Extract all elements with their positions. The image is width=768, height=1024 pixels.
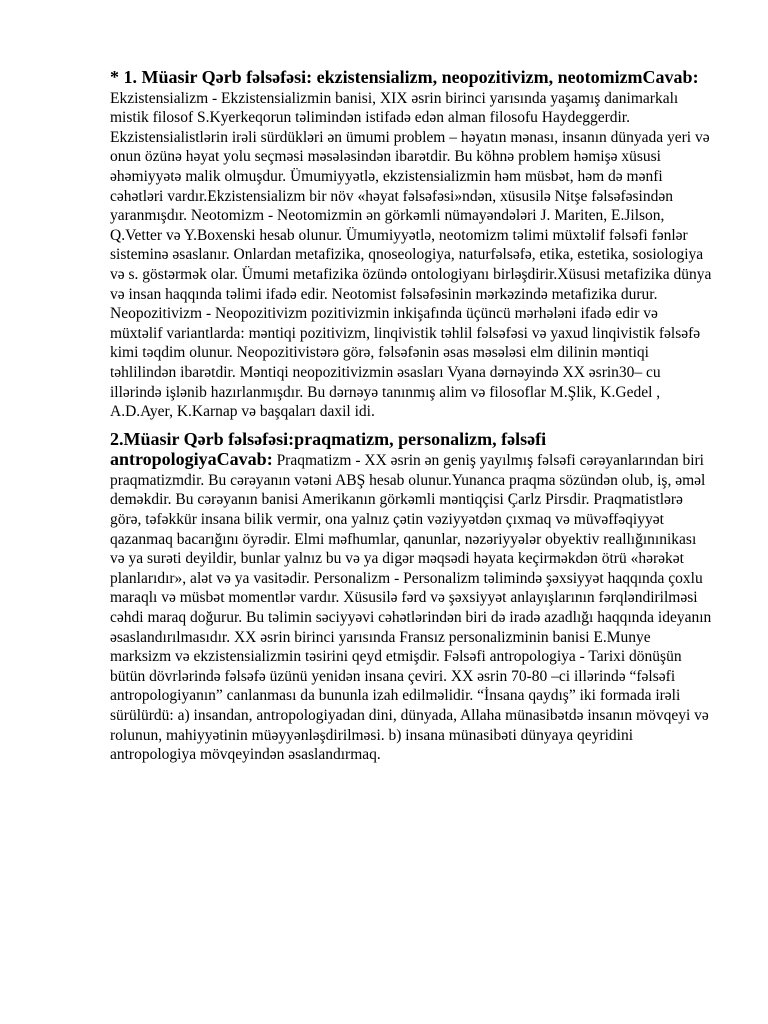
document-page (110, 68, 712, 765)
question-2-answer: Praqmatizm - XX əsrin ən geniş yayılmış fəlsəfi cərəyanlarından biri praqmatizmdir. Bu cərəyanın vətəni ABŞ hesab olunur.Yunanca praqma sözündən olub, iş, əməl deməkdir. Bu cərəyanın banisi Amerikanın görkəmli məntiqçisi Çarlz Pirsdir. Praqmatistlərə görə, təfəkkür insana bilik vermir, ona yalnız çətin vəziyyətdən çıxmaq və müvəffəqiyyət qazanmaq bacarığını öyrədir. Elmi məfhumlar, qanunlar, nəzəriyyələr obyektiv reallığınınikası və ya surəti deyildir, bunlar yalnız bu və ya digər məqsədi həyata keçirməkdən ötrü «hərəkət planlarıdır», alət və ya vasitədir. Personalizm - Personalizm təlimində şəxsiyyət haqqında çoxlu maraqlı və müsbət momentlər vardır. Xüsusilə fərd və şəxsiyyət anlayışlarının fərqləndirilməsi cəhdi maraq doğurur. Bu təlimin səciyyəvi cəhətlərindən biri də iradə azadlığı haqqında ideyanın əsaslandırılmasıdır. XX əsrin birinci yarısında Fransız personalizminin banisi E.Munye marksizm və ekzistensializmin təsirini qeyd etmişdir. Fəlsəfi antropologiya - Tarixi dönüşün bütün dövrlərində fəlsəfə üzünü yenidən insana çeviri. XX əsrin 70-80 –ci illərində “fəlsəfi antropologiyanın” canlanması da bununla izah edilməlidir. “İnsana qaydış” iki formada irəli sürülürdü: a) insandan, antropologiyadan dini, dünyada, Allaha münasibətdə insanın mövqeyi və rolunun, mahiyyətinin müəyyənləşdirilməsi. b) insana münasibəti dünyaya qeyridini antropologiya mövqeyindən əsaslandırmaq. (110, 452, 712, 764)
question-2-title: 2.Müasir Qərb fəlsəfəsi:praqmatizm, personalizm, fəlsəfi antropologiyaCavab: (110, 428, 547, 470)
question-1 (110, 68, 712, 422)
question-2 (110, 430, 712, 765)
question-1-answer: Ekzistensializm - Ekzistensializmin banisi, XIX əsrin birinci yarısında yaşamış danimarkalı mistik filosof S.Kyerkeqorun təlimindən istifadə edən alman filosofu Haydeggerdir. Ekzistensialistlərin irəli sürdükləri ən ümumi problem – həyatın mənası, insanın dünyada yeri və onun özünə həyat yolu seçməsi məsələsindən ibarətdir. Bu köhnə problem həmişə xüsusi əhəmiyyətə malik olmuşdur. Ümumiyyətlə, ekzistensializmin həm müsbət, həm də mənfi cəhətləri vardır.Ekzistensializm bir növ «həyat fəlsəfəsi»ndən, xüsusilə Nitşe fəlsəfəsindən yaranmışdır. Neotomizm - Neotomizmin ən görkəmli nümayəndələri J. Mariten, E.Jilson, Q.Vetter və Y.Boxenski hesab olunur. Ümumiyyətlə, neotomizm təlimi müxtəlif fəlsəfi fənlər sisteminə əsaslanır. Onlardan metafizika, qnoseologiya, naturfəlsəfə, etika, estetika, sosiologiya və s. göstərmək olar. Ümumi metafizika özündə ontologiyanı birləşdirir.Xüsusi metafizika dünya və insan haqqında təlimi ifadə edir. Neotomist fəlsəfəsinin mərkəzində metafizika durur. Neopozitivizm - Neopozitivizm pozitivizmin inkişafında üçüncü mərhələni ifadə edir və müxtəlif variantlarda: məntiqi pozitivizm, linqivistik təhlil fəlsəfəsi və yaxud linqivistik fəlsəfə kimi təqdim olunur. Neopozitivistərə görə, fəlsəfənin əsas məsələsi elm dilinin məntiqi təhlilindən ibarətdir. Məntiqi neopozitivizmin əsasları Vyana dərnəyində XX əsrin30– cu illərində işlənib hazırlanmışdır. Bu dərnəyə tanınmış alim və filosoflar M.Şlik, K.Gedel , A.D.Ayer, K.Karnap və başqaları daxil idi. (110, 89, 712, 421)
question-1-title: * 1. Müasir Qərb fəlsəfəsi: ekzistensializm, neopozitivizm, neotomizmCavab: (110, 67, 699, 87)
